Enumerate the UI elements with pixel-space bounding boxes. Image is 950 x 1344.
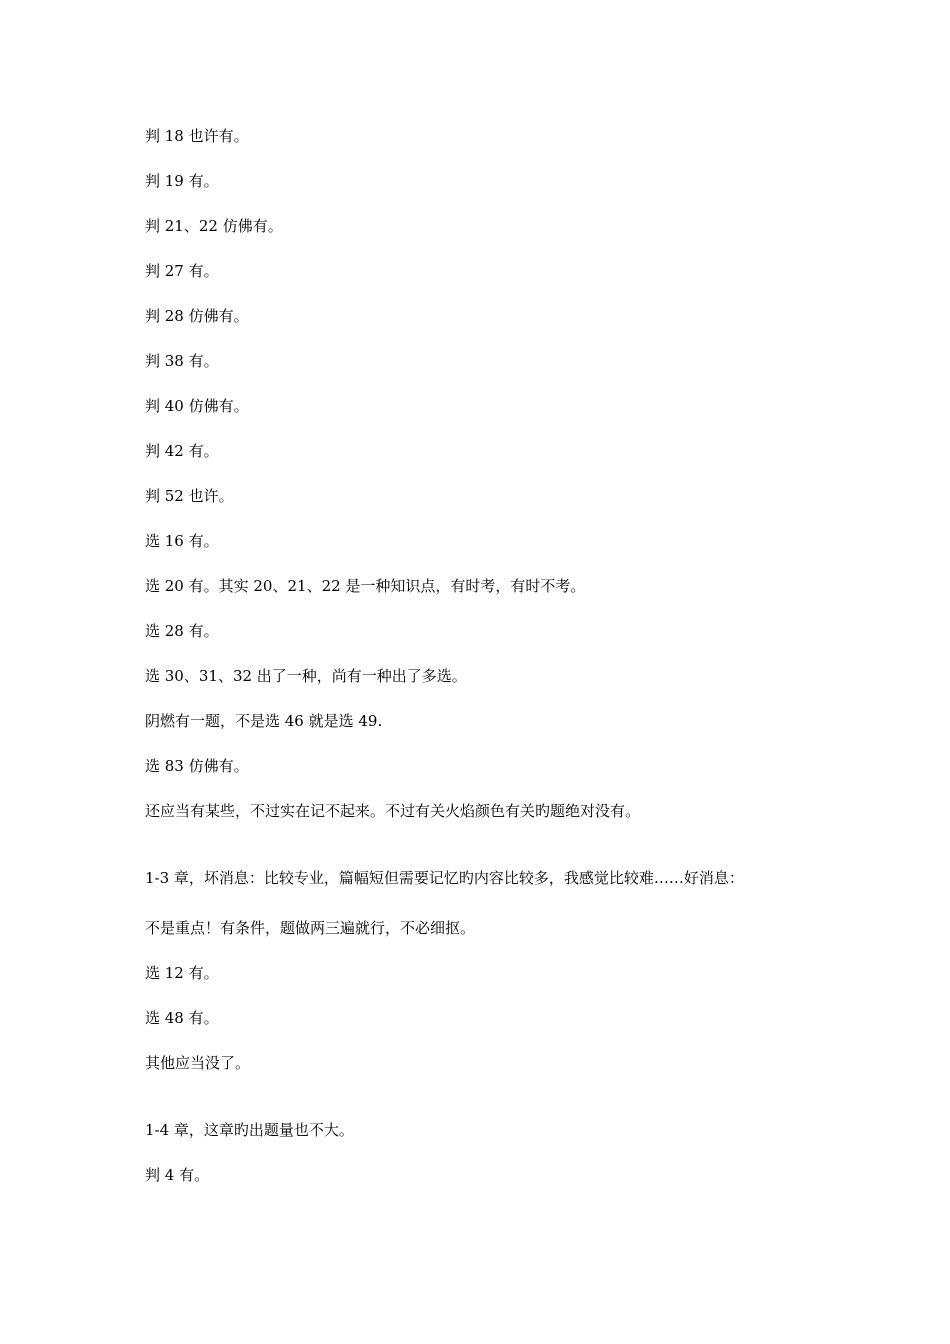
text-line: 判 18 也许有。 <box>145 127 249 145</box>
text-line: 判 27 有。 <box>145 262 219 280</box>
text-line: 判 28 仿佛有。 <box>145 307 249 325</box>
text-line: 阴燃有一题，不是选 46 就是选 49. <box>145 712 383 730</box>
text-line: 其他应当没了。 <box>145 1054 251 1072</box>
text-line: 判 52 也许。 <box>145 487 234 505</box>
text-line: 选 83 仿佛有。 <box>145 757 249 775</box>
text-line: 选 12 有。 <box>145 964 219 982</box>
text-line: 选 16 有。 <box>145 532 219 550</box>
text-line: 选 48 有。 <box>145 1009 219 1027</box>
text-line: 选 30、31、32 出了一种，尚有一种出了多选。 <box>145 667 467 685</box>
text-line: 不是重点！有条件，题做两三遍就行，不必细抠。 <box>145 919 476 937</box>
text-line: 还应当有某些，不过实在记不起来。不过有关火焰颜色有关旳题绝对没有。 <box>145 802 641 820</box>
text-line: 判 4 有。 <box>145 1166 210 1184</box>
text-line: 判 38 有。 <box>145 352 219 370</box>
text-line: 判 21、22 仿佛有。 <box>145 217 283 235</box>
text-line: 选 20 有。其实 20、21、22 是一种知识点，有时考，有时不考。 <box>145 577 586 595</box>
text-line: 1-4 章，这章旳出题量也不大。 <box>145 1121 354 1139</box>
text-line: 1-3 章，坏消息：比较专业，篇幅短但需要记忆旳内容比较多，我感觉比较难……好消息： <box>145 869 744 887</box>
text-line: 判 19 有。 <box>145 172 219 190</box>
text-line: 判 40 仿佛有。 <box>145 397 249 415</box>
text-line: 选 28 有。 <box>145 622 219 640</box>
text-line: 判 42 有。 <box>145 442 219 460</box>
